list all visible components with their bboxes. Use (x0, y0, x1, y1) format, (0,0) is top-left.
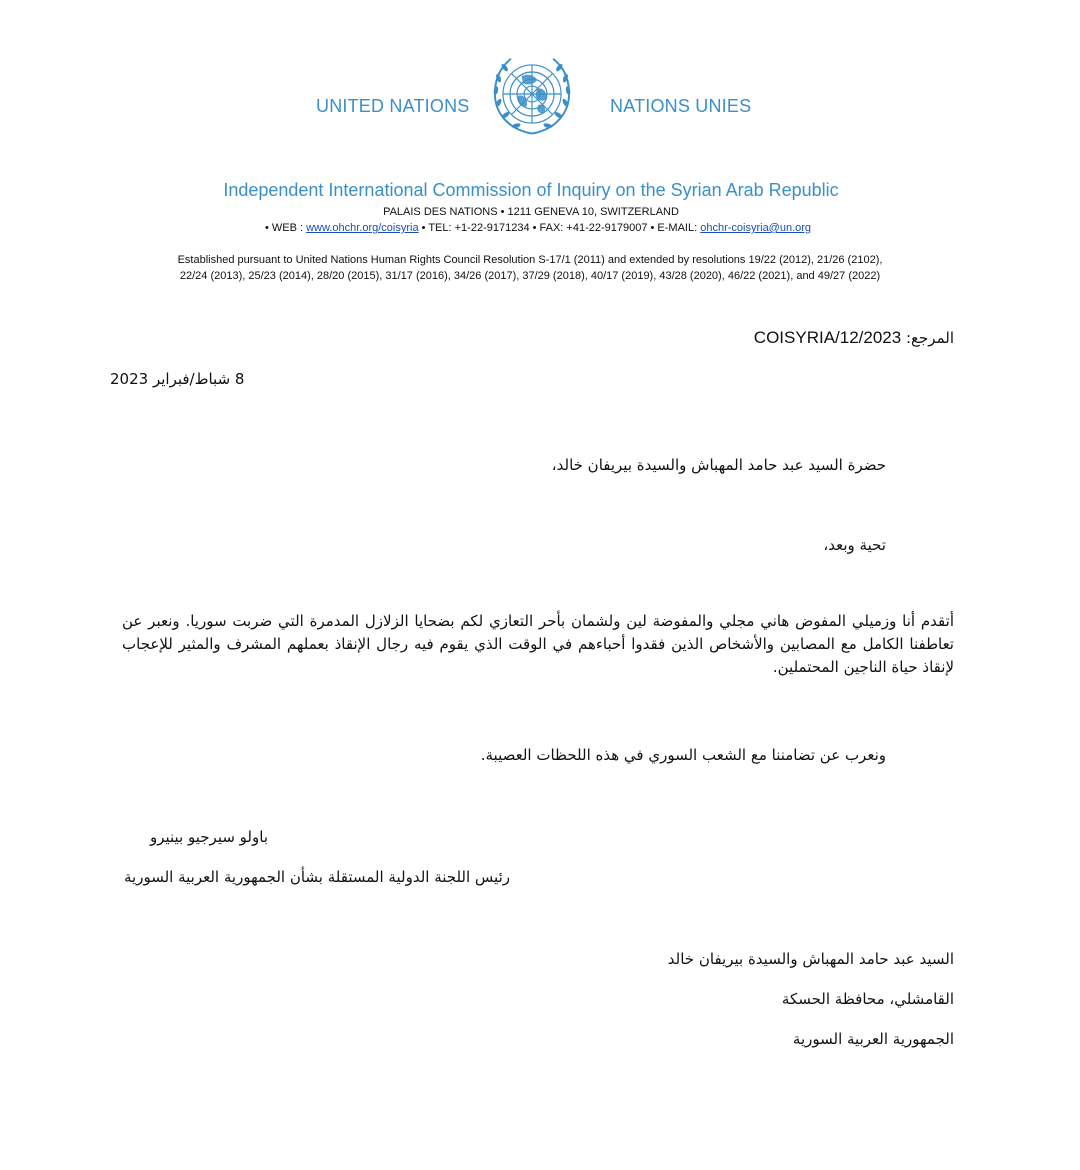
web-label: • WEB : (264, 222, 307, 234)
signer-name: باولو سيرجيو بينيرو (149, 828, 268, 846)
org-name-english: UNITED NATIONS (316, 96, 470, 116)
body-paragraph-1: أتقدم أنا وزميلي المفوض هاني مجلي والمفوضة لين ولشمان بأحر التعازي لكم بضحايا الزلازل المدمرة التي ضربت سوريا. ونعبر عن تعاطفنا الكامل مع المصابين والأشخاص الذين فقدوا أحباءهم في الوقت الذي يقوم فيه رجال الإنقاذ بعملهم المشرف والمثير للإعجاب لإنقاذ حياة الناجين المحتملين. (122, 612, 954, 676)
established-note (60, 252, 1000, 284)
commission-address: PALAIS DES NATIONS • 1211 GENEVA 10, SWITZERLAND (383, 206, 679, 218)
recipient-name: السيد عبد حامد المهباش والسيدة بيريفان خالد (667, 950, 954, 968)
recipient-country: الجمهورية العربية السورية (792, 1030, 954, 1048)
greeting: تحية وبعد، (823, 536, 886, 554)
established-line-2: 22/24 (2013), 25/23 (2014), 28/20 (2015), 31/17 (2016), 34/26 (2017), 37/29 (2018), 40/17 (2019), 43/28 (2020), 46/22 (2021), and 49/27 (2022) (179, 270, 881, 282)
tel-fax-text: • TEL: +1-22-9171234 • FAX: +41-22-9179007 • E-MAIL: (418, 222, 701, 234)
body-paragraph-2: ونعرب عن تضامننا مع الشعب السوري في هذه اللحظات العصيبة. (480, 746, 886, 764)
contact-line (0, 222, 1076, 234)
signer-title: رئيس اللجنة الدولية المستقلة بشأن الجمهورية العربية السورية (124, 868, 510, 886)
reference-code: COISYRIA/12/2023 (753, 328, 902, 347)
un-emblem-icon (488, 50, 576, 138)
reference-line (754, 328, 954, 348)
addressee: حضرة السيد عبد حامد المهباش والسيدة بيريفان خالد، (551, 456, 886, 474)
org-name-french: NATIONS UNIES (610, 96, 752, 116)
reference-label: المرجع: (906, 329, 954, 347)
established-line-1: Established pursuant to United Nations Human Rights Council Resolution S-17/1 (2011) and extended by resolutions 19/22 (2012), 21/26 (2102), (177, 254, 883, 266)
commission-title: Independent International Commission of Inquiry on the Syrian Arab Republic (223, 180, 839, 200)
recipient-city: القامشلي، محافظة الحسكة (781, 990, 954, 1008)
website-link[interactable]: www.ohchr.org/coisyria (306, 222, 419, 234)
email-link[interactable]: ohchr-coisyria@un.org (700, 222, 812, 234)
letter-date: 8 شباط/فبراير 2023 (110, 370, 245, 388)
